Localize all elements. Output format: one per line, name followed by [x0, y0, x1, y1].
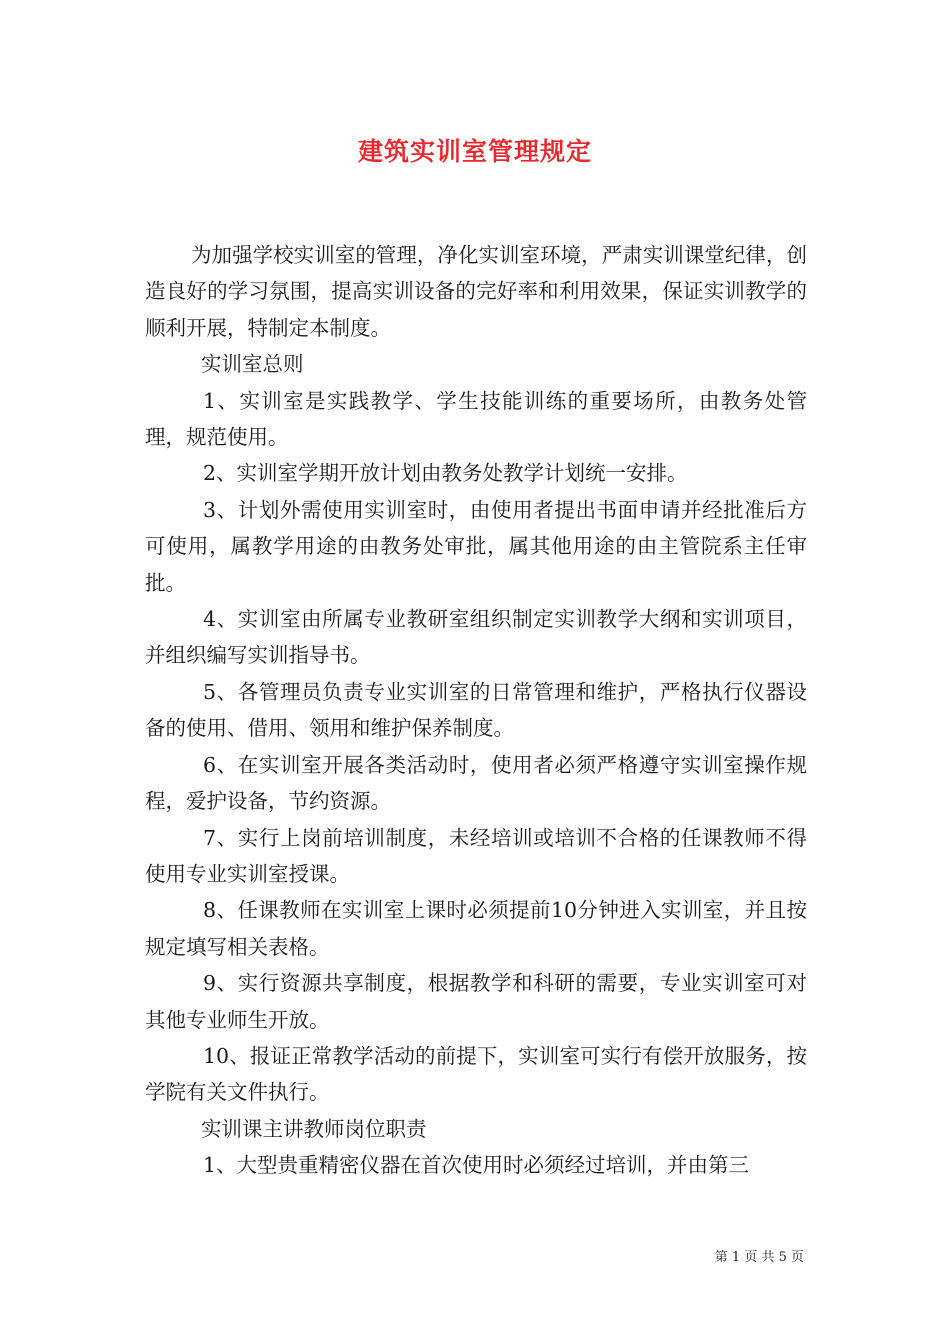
rule-item-4: 4、实训室由所属专业教研室组织制定实训教学大纲和实训项目，并组织编写实训指导书。: [145, 607, 807, 668]
duty-item-1: 1、大型贵重精密仪器在首次使用时必须经过培训，并由第三: [203, 1153, 750, 1178]
rule-item-6: 6、在实训室开展各类活动时，使用者必须严格遵守实训室操作规程，爱护设备，节约资源。: [145, 752, 807, 814]
rule-item-2: 2、实训室学期开放计划由教务处教学计划统一安排。: [203, 461, 688, 486]
intro-paragraph: 为加强学校实训室的管理，净化实训室环境，严肃实训课堂纪律，创造良好的学习氛围，提高实训设备的完好率和利用效果，保证实训教学的顺利开展，特制定本制度。: [145, 243, 807, 340]
rule-item-3: 3、计划外需使用实训室时，由使用者提出书面申请并经批准后方可使用，属教学用途的由教务处审批，属其他用途的由主管院系主任审批。: [145, 497, 807, 595]
rule-item-7: 7、实行上岗前培训制度，未经培训或培训不合格的任课教师不得使用专业实训室授课。: [145, 825, 807, 886]
document-body: [145, 237, 807, 1184]
rule-item-5: 5、各管理员负责专业实训室的日常管理和维护，严格执行仪器设备的使用、借用、领用和维护保养制度。: [145, 679, 807, 741]
rule-item-10: 10、报证正常教学活动的前提下，实训室可实行有偿开放服务，按学院有关文件执行。: [145, 1043, 807, 1105]
section-heading-general-rules: 实训室总则: [201, 352, 304, 377]
rule-item-1: 1、实训室是实践教学、学生技能训练的重要场所，由教务处管理，规范使用。: [145, 388, 807, 450]
rule-item-9: 9、实行资源共享制度，根据教学和科研的需要，专业实训室可对其他专业师生开放。: [145, 971, 807, 1032]
section-heading-teacher-duties: 实训课主讲教师岗位职责: [201, 1116, 427, 1141]
document-title: 建筑实训室管理规定: [357, 137, 592, 166]
page-number: 第 1 页 共 5 页: [714, 1250, 804, 1265]
rule-item-8: 8、任课教师在实训室上课时必须提前10分钟进入实训室，并且按规定填写相关表格。: [145, 898, 807, 959]
